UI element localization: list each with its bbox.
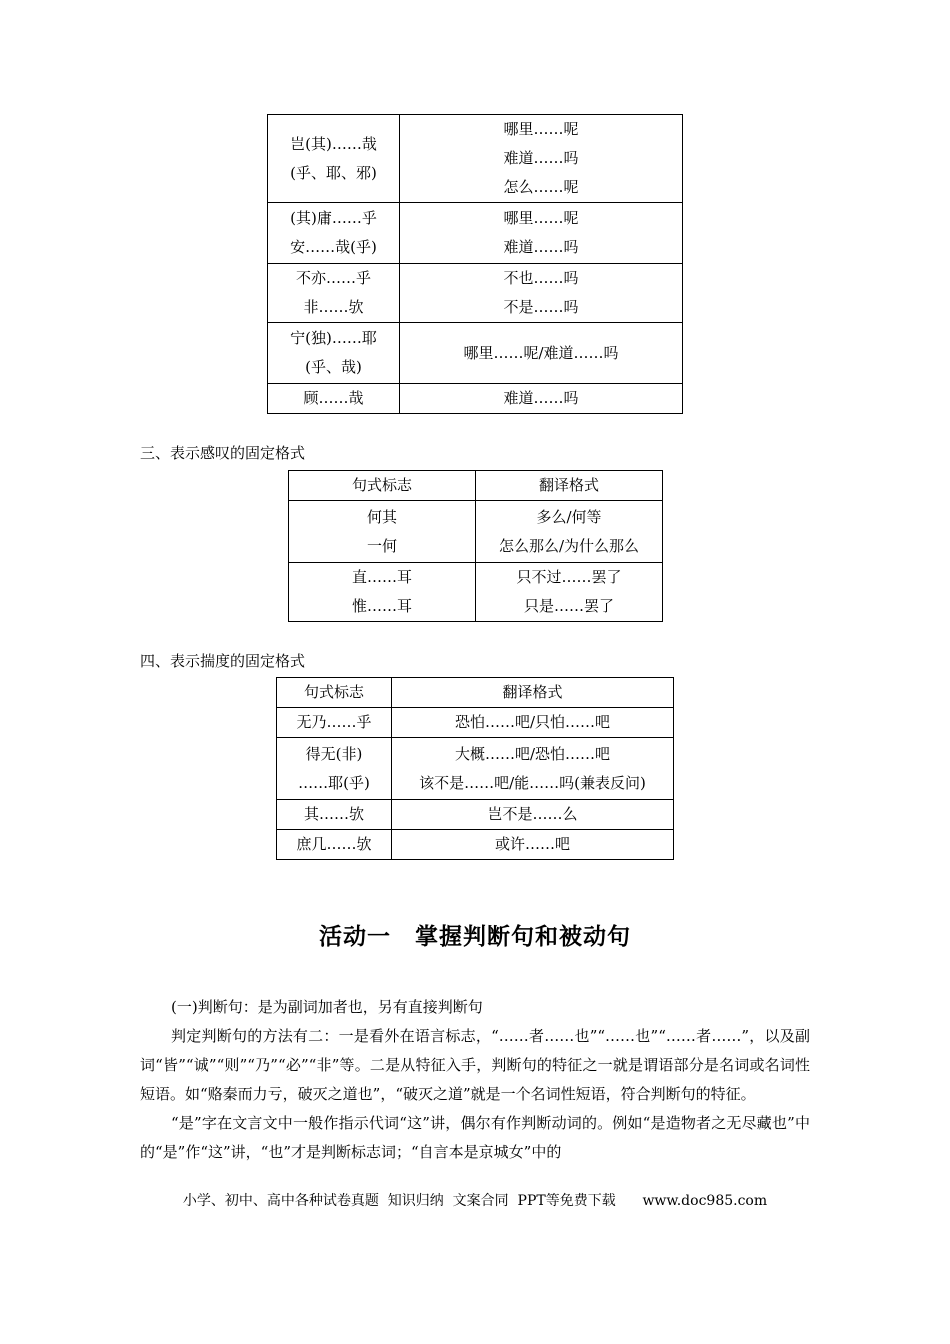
cell-line: 非……欤 bbox=[303, 298, 364, 316]
cell-line: 岂(其)……哉 bbox=[290, 134, 377, 153]
cell-line: 只是……罢了 bbox=[523, 597, 614, 615]
cell-line: 翻译格式 bbox=[538, 476, 599, 494]
cell-line: 顾……哉 bbox=[303, 389, 364, 407]
table-cell bbox=[392, 708, 674, 738]
table-cell bbox=[277, 738, 392, 800]
rhetorical-question-table bbox=[267, 114, 683, 414]
table-cell bbox=[392, 738, 674, 800]
table-row bbox=[289, 501, 663, 563]
speculation-table bbox=[276, 677, 674, 860]
table-header-cell bbox=[392, 678, 674, 708]
table-cell bbox=[392, 830, 674, 860]
cell-line: 一何 bbox=[366, 536, 397, 555]
cell-line: 安……哉(乎) bbox=[290, 238, 377, 256]
cell-line: (其)庸……乎 bbox=[290, 209, 377, 227]
table-cell bbox=[268, 384, 400, 414]
cell-line: 多么/何等 bbox=[536, 507, 602, 526]
cell-line: 庶几……欤 bbox=[296, 835, 372, 853]
cell-line: 该不是……吧/能……吗(兼表反问) bbox=[419, 773, 646, 792]
cell-line: 岂不是……么 bbox=[487, 805, 578, 823]
table-row bbox=[268, 323, 683, 384]
table-cell bbox=[289, 563, 476, 622]
table-cell bbox=[268, 203, 400, 264]
table-row bbox=[277, 738, 674, 800]
cell-line: 哪里……呢/难道……吗 bbox=[463, 343, 619, 362]
table-cell bbox=[268, 323, 400, 384]
cell-line: 难道……吗 bbox=[503, 238, 579, 256]
section-heading-exclamation: 三、表示感叹的固定格式 bbox=[140, 444, 306, 462]
table-row bbox=[277, 708, 674, 738]
table-cell bbox=[277, 708, 392, 738]
table-row bbox=[277, 830, 674, 860]
cell-line: 大概……吧/恐怕……吧 bbox=[454, 744, 611, 763]
table-header-cell bbox=[289, 471, 476, 501]
cell-line: 惟……耳 bbox=[351, 597, 412, 615]
cell-line: 或许……吧 bbox=[494, 835, 570, 853]
cell-line: 只不过……罢了 bbox=[516, 568, 622, 586]
table-header-cell bbox=[476, 471, 663, 501]
table-cell bbox=[268, 115, 400, 203]
cell-line: 难道……吗 bbox=[503, 389, 579, 407]
section-heading-speculation: 四、表示揣度的固定格式 bbox=[140, 652, 306, 670]
table-cell bbox=[392, 800, 674, 830]
cell-line: 恐怕……吧/只怕……吧 bbox=[454, 713, 611, 731]
table-cell bbox=[476, 563, 663, 622]
cell-line: 宁(独)……耶 bbox=[290, 329, 377, 347]
table-cell bbox=[268, 264, 400, 323]
table-cell bbox=[277, 830, 392, 860]
cell-line: 翻译格式 bbox=[502, 683, 563, 701]
table-cell bbox=[400, 115, 683, 203]
cell-line: 得无(非) bbox=[305, 744, 363, 763]
cell-line: 何其 bbox=[366, 507, 397, 526]
page-footer: 小学、初中、高中各种试卷真题 知识归纳 文案合同 PPT等免费下载 www.doc985.com bbox=[182, 1193, 768, 1209]
table-cell bbox=[400, 203, 683, 264]
cell-line: 无乃……乎 bbox=[296, 713, 372, 731]
cell-line: 句式标志 bbox=[351, 476, 412, 494]
cell-line: 不是……吗 bbox=[503, 298, 579, 316]
table-cell bbox=[400, 323, 683, 384]
cell-line: 句式标志 bbox=[303, 683, 364, 701]
activity-title: 活动一 掌握判断句和被动句 bbox=[319, 924, 631, 950]
table-row bbox=[268, 203, 683, 264]
table-cell bbox=[476, 501, 663, 563]
body-paragraph: 判定判断句的方法有二：一是看外在语言标志，“……者……也”“……也”“……者……”，以及副词“皆”“诚”“则”“乃”“必”“非”等。二是从特征入手，判断句的特征之一就是谓语部分是名词或名词性短语。如“赂秦而力亏，破灭之道也”，“破灭之道”就是一个名词性短语，符合判断句的特征。 bbox=[140, 1027, 810, 1103]
cell-line: 其……欤 bbox=[303, 805, 364, 823]
table-row bbox=[268, 384, 683, 414]
table-cell bbox=[400, 264, 683, 323]
table-row bbox=[289, 563, 663, 622]
cell-line: 直……耳 bbox=[351, 568, 412, 586]
table-row bbox=[268, 264, 683, 323]
cell-line: 不亦……乎 bbox=[295, 269, 371, 287]
cell-line: 难道……吗 bbox=[503, 149, 579, 167]
table-cell bbox=[277, 800, 392, 830]
cell-line: (乎、哉) bbox=[305, 358, 362, 376]
cell-line: 哪里……呢 bbox=[503, 120, 579, 138]
table-header-row bbox=[289, 471, 663, 501]
table-cell bbox=[400, 384, 683, 414]
cell-line: 哪里……呢 bbox=[503, 209, 579, 227]
table-header-row bbox=[277, 678, 674, 708]
cell-line: 不也……吗 bbox=[503, 269, 579, 287]
table-row bbox=[277, 800, 674, 830]
table-cell bbox=[289, 501, 476, 563]
cell-line: (乎、耶、邪) bbox=[290, 163, 377, 182]
body-paragraph: (一)判断句：是为副词加者也，另有直接判断句 bbox=[171, 998, 483, 1016]
body-paragraph: “是”字在文言文中一般作指示代词“这”讲，偶尔有作判断动词的。例如“是造物者之无尽藏也”中的“是”作“这”讲，“也”才是判断标志词；“自言本是京城女”中的 bbox=[140, 1114, 810, 1161]
table-row bbox=[268, 115, 683, 203]
cell-line: 怎么那么/为什么那么 bbox=[498, 536, 640, 555]
exclamation-table bbox=[288, 470, 663, 622]
activity-body bbox=[140, 993, 810, 1167]
table-header-cell bbox=[277, 678, 392, 708]
cell-line: ……耶(乎) bbox=[298, 773, 370, 792]
cell-line: 怎么……呢 bbox=[503, 178, 579, 196]
